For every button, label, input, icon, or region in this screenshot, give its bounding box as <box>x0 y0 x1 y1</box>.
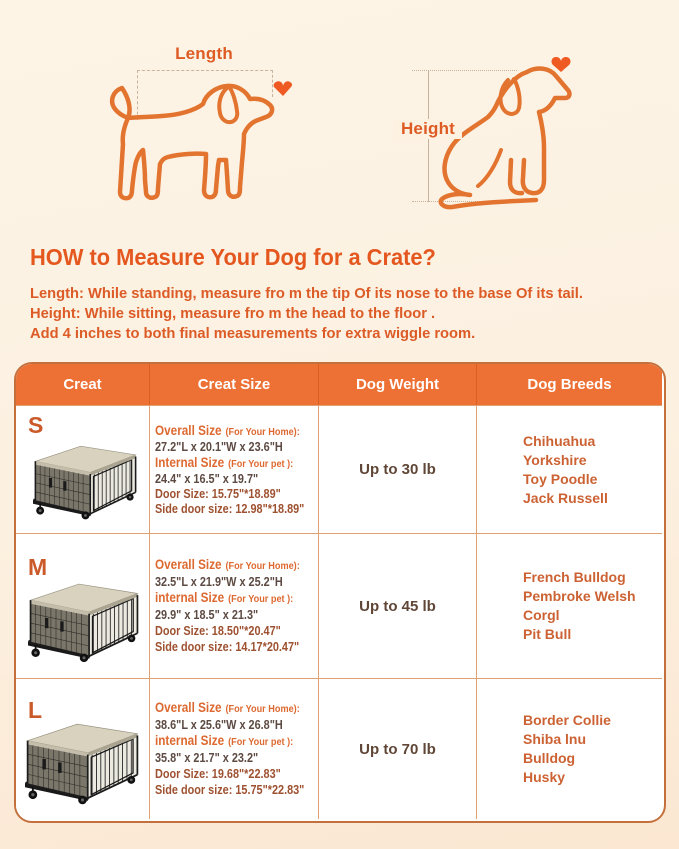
row-l-breeds-cell <box>476 678 662 819</box>
door-size: Door Size: 15.75"*18.89" <box>155 486 281 501</box>
overall-size-sub: (For Your Home): <box>225 425 300 438</box>
internal-size-label: internal Size <box>155 733 225 748</box>
overall-size-value: 32.5"L x 21.9"W x 25.2"H <box>155 575 283 589</box>
side-door-size: Side door size: 14.17*20.47" <box>155 640 300 654</box>
overall-size-value: 38.6"L x 25.6"W x 26.8"H <box>155 718 283 732</box>
internal-size-value: 29.9" x 18.5" x 21.3" <box>155 608 259 622</box>
breed: Toy Poodle <box>523 470 598 487</box>
row-s-breeds-cell <box>476 405 662 533</box>
row-s-crate-cell <box>16 405 149 533</box>
breed: Pit Bull <box>523 626 572 642</box>
crate-product-image <box>28 572 140 664</box>
column-header-creat-size: Creat Size <box>149 364 318 405</box>
overall-size-value: 27.2"L x 20.1"W x 23.6"H <box>155 439 283 454</box>
row-m-size-cell <box>149 533 318 678</box>
internal-size-sub: (For Your pet ): <box>228 457 294 470</box>
row-l-crate-cell <box>16 678 149 819</box>
breed: French Bulldog <box>523 569 626 585</box>
heart-icon <box>552 57 571 72</box>
size-letter: S <box>28 412 44 438</box>
overall-size-sub: (For Your Home): <box>225 560 300 572</box>
crate-product-image <box>25 711 140 807</box>
instructions <box>30 284 657 344</box>
column-header-dog-breeds: Dog Breeds <box>476 364 662 405</box>
breed: Jack Russell <box>523 489 608 506</box>
weight-value: Up to 30 lb <box>359 461 436 478</box>
weight-value: Up to 45 lb <box>359 597 436 615</box>
column-header-dog-weight: Dog Weight <box>318 364 476 405</box>
breed: Pembroke Welsh <box>523 588 636 604</box>
breed: Corgl <box>523 607 560 623</box>
breed: Border Collie <box>523 712 611 728</box>
door-size: Door Size: 19.68"*22.83" <box>155 767 281 781</box>
length-label: Length <box>175 44 233 63</box>
internal-size-value: 35.8" x 21.7" x 23.2" <box>155 751 259 765</box>
internal-size-label: internal Size <box>155 590 225 605</box>
crate-size-table <box>14 362 666 823</box>
instruction-height: Height: While sitting, measure fro m the head to the floor . <box>30 305 436 322</box>
instruction-length: Length: While standing, measure fro m the tip Of its nose to the base Of its tail. <box>30 285 583 302</box>
overall-size-label: Overall Size <box>155 557 222 572</box>
column-header-creat: Creat <box>16 364 149 405</box>
row-s-weight-cell <box>318 405 476 533</box>
crate-image-s <box>33 436 138 520</box>
page-title: HOW to Measure Your Dog for a Crate? <box>30 244 436 270</box>
size-letter: L <box>28 697 43 723</box>
row-l-size-cell <box>149 678 318 819</box>
height-label: Height <box>394 119 462 139</box>
internal-size-sub: (For Your pet ): <box>228 736 294 748</box>
weight-value: Up to 70 lb <box>359 740 436 758</box>
internal-size-sub: (For Your pet ): <box>228 593 294 605</box>
side-door-size: Side door size: 12.98"*18.89" <box>155 501 305 516</box>
side-door-size: Side door size: 15.75"*22.83" <box>155 783 305 797</box>
breed: Yorkshire <box>523 451 587 468</box>
row-m-weight-cell <box>318 533 476 678</box>
standing-dog-illustration <box>100 70 305 210</box>
breed: Chihuahua <box>523 432 596 449</box>
breed: Shiba lnu <box>523 731 586 747</box>
measuring-diagram <box>0 0 679 235</box>
door-size: Door Size: 18.50"*20.47" <box>155 624 281 638</box>
dog-ear <box>219 88 237 122</box>
row-m-crate-cell <box>16 533 149 678</box>
row-s-size-cell <box>149 405 318 533</box>
internal-size-value: 24.4" x 16.5" x 19.7" <box>155 471 259 486</box>
breed: Bulldog <box>523 750 576 766</box>
overall-size-label: Overall Size <box>155 700 222 715</box>
size-letter: M <box>28 554 48 580</box>
row-l-weight-cell <box>318 678 476 819</box>
overall-size-label: Overall Size <box>155 422 222 438</box>
crate-product-image <box>33 436 138 520</box>
instruction-wiggle: Add 4 inches to both final measurements for extra wiggle room. <box>30 325 476 342</box>
heart-icon <box>274 81 292 96</box>
row-m-breeds-cell <box>476 533 662 678</box>
overall-size-sub: (For Your Home): <box>225 703 300 715</box>
dog-haunch-line <box>478 150 501 186</box>
breed: Husky <box>523 769 566 785</box>
internal-size-label: Internal Size <box>155 454 225 470</box>
crate-image-l <box>25 711 140 807</box>
crate-image-m <box>28 572 140 664</box>
